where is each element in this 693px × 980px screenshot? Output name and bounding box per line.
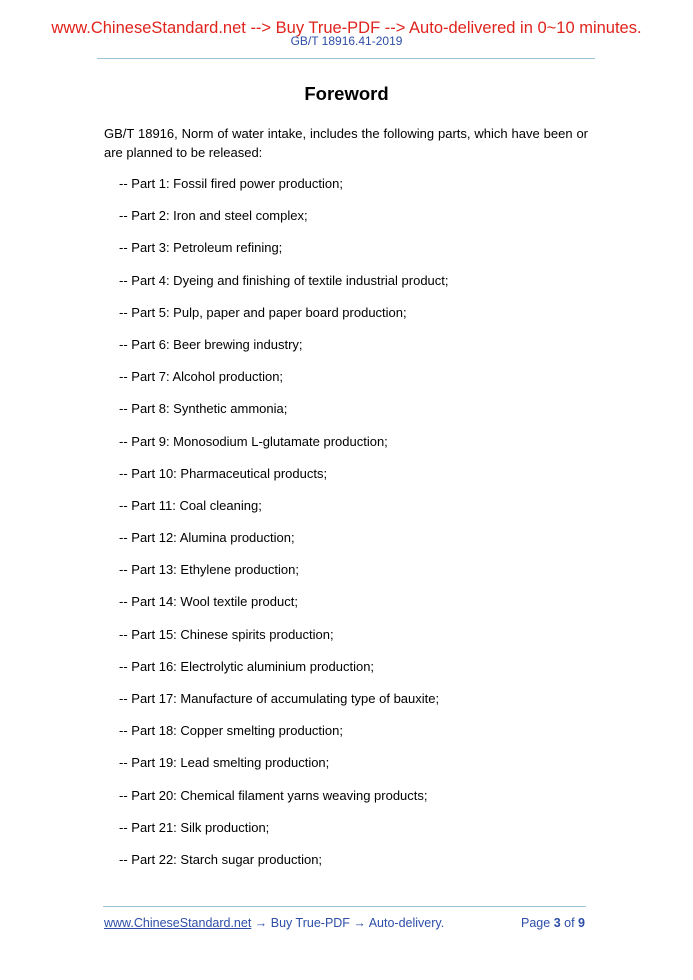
list-item: -- Part 12: Alumina production;	[119, 530, 295, 546]
list-item: -- Part 18: Copper smelting production;	[119, 723, 343, 739]
footer-promo-suffix: → Buy True-PDF → Auto-delivery.	[251, 916, 445, 930]
list-item: -- Part 7: Alcohol production;	[119, 369, 284, 385]
list-item: -- Part 10: Pharmaceutical products;	[119, 465, 328, 481]
page-current: 3	[553, 916, 561, 930]
footer-site-link[interactable]: www.ChineseStandard.net	[104, 916, 252, 930]
list-item: -- Part 17: Manufacture of accumulating type of bauxite;	[119, 691, 440, 706]
list-item: -- Part 22: Starch sugar production;	[119, 851, 323, 867]
promo-banner[interactable]: www.ChineseStandard.net --> Buy True-PDF --> Auto-delivered in 0~10 minutes.	[51, 19, 642, 37]
list-item: -- Part 5: Pulp, paper and paper board production;	[119, 304, 407, 320]
page-total: 9	[578, 916, 585, 930]
list-item: -- Part 1: Fossil fired power production;	[119, 176, 343, 191]
list-item: -- Part 8: Synthetic ammonia;	[119, 401, 288, 417]
list-item: -- Part 20: Chemical filament yarns weaving products;	[119, 787, 428, 803]
list-item: -- Part 2: Iron and steel complex;	[119, 208, 308, 224]
list-item: -- Part 9: Monosodium L-glutamate production;	[119, 433, 388, 449]
page-indicator	[521, 915, 585, 931]
list-item: -- Part 4: Dyeing and finishing of textile industrial product;	[119, 272, 449, 288]
list-item: -- Part 13: Ethylene production;	[119, 562, 299, 578]
header-divider	[97, 58, 595, 59]
page-word: Page	[521, 916, 551, 930]
list-item: -- Part 19: Lead smelting production;	[119, 755, 330, 771]
list-item: -- Part 14: Wool textile product;	[119, 594, 298, 610]
list-item: -- Part 21: Silk production;	[119, 819, 270, 835]
intro-paragraph: GB/T 18916, Norm of water intake, includes the following parts, which have been or are planned to be released:	[104, 126, 588, 160]
list-item: -- Part 16: Electrolytic aluminium production;	[119, 658, 375, 674]
list-item: -- Part 15: Chinese spirits production;	[119, 626, 334, 642]
document-code: GB/T 18916.41-2019	[290, 34, 403, 48]
footer-divider	[103, 906, 586, 907]
page-title: Foreword	[304, 83, 389, 104]
page-of-word: of	[564, 916, 575, 930]
list-item: -- Part 3: Petroleum refining;	[119, 240, 283, 256]
parts-list	[119, 174, 449, 882]
list-item: -- Part 6: Beer brewing industry;	[119, 336, 303, 352]
footer-promo	[104, 915, 444, 931]
list-item: -- Part 11: Coal cleaning;	[119, 497, 262, 513]
